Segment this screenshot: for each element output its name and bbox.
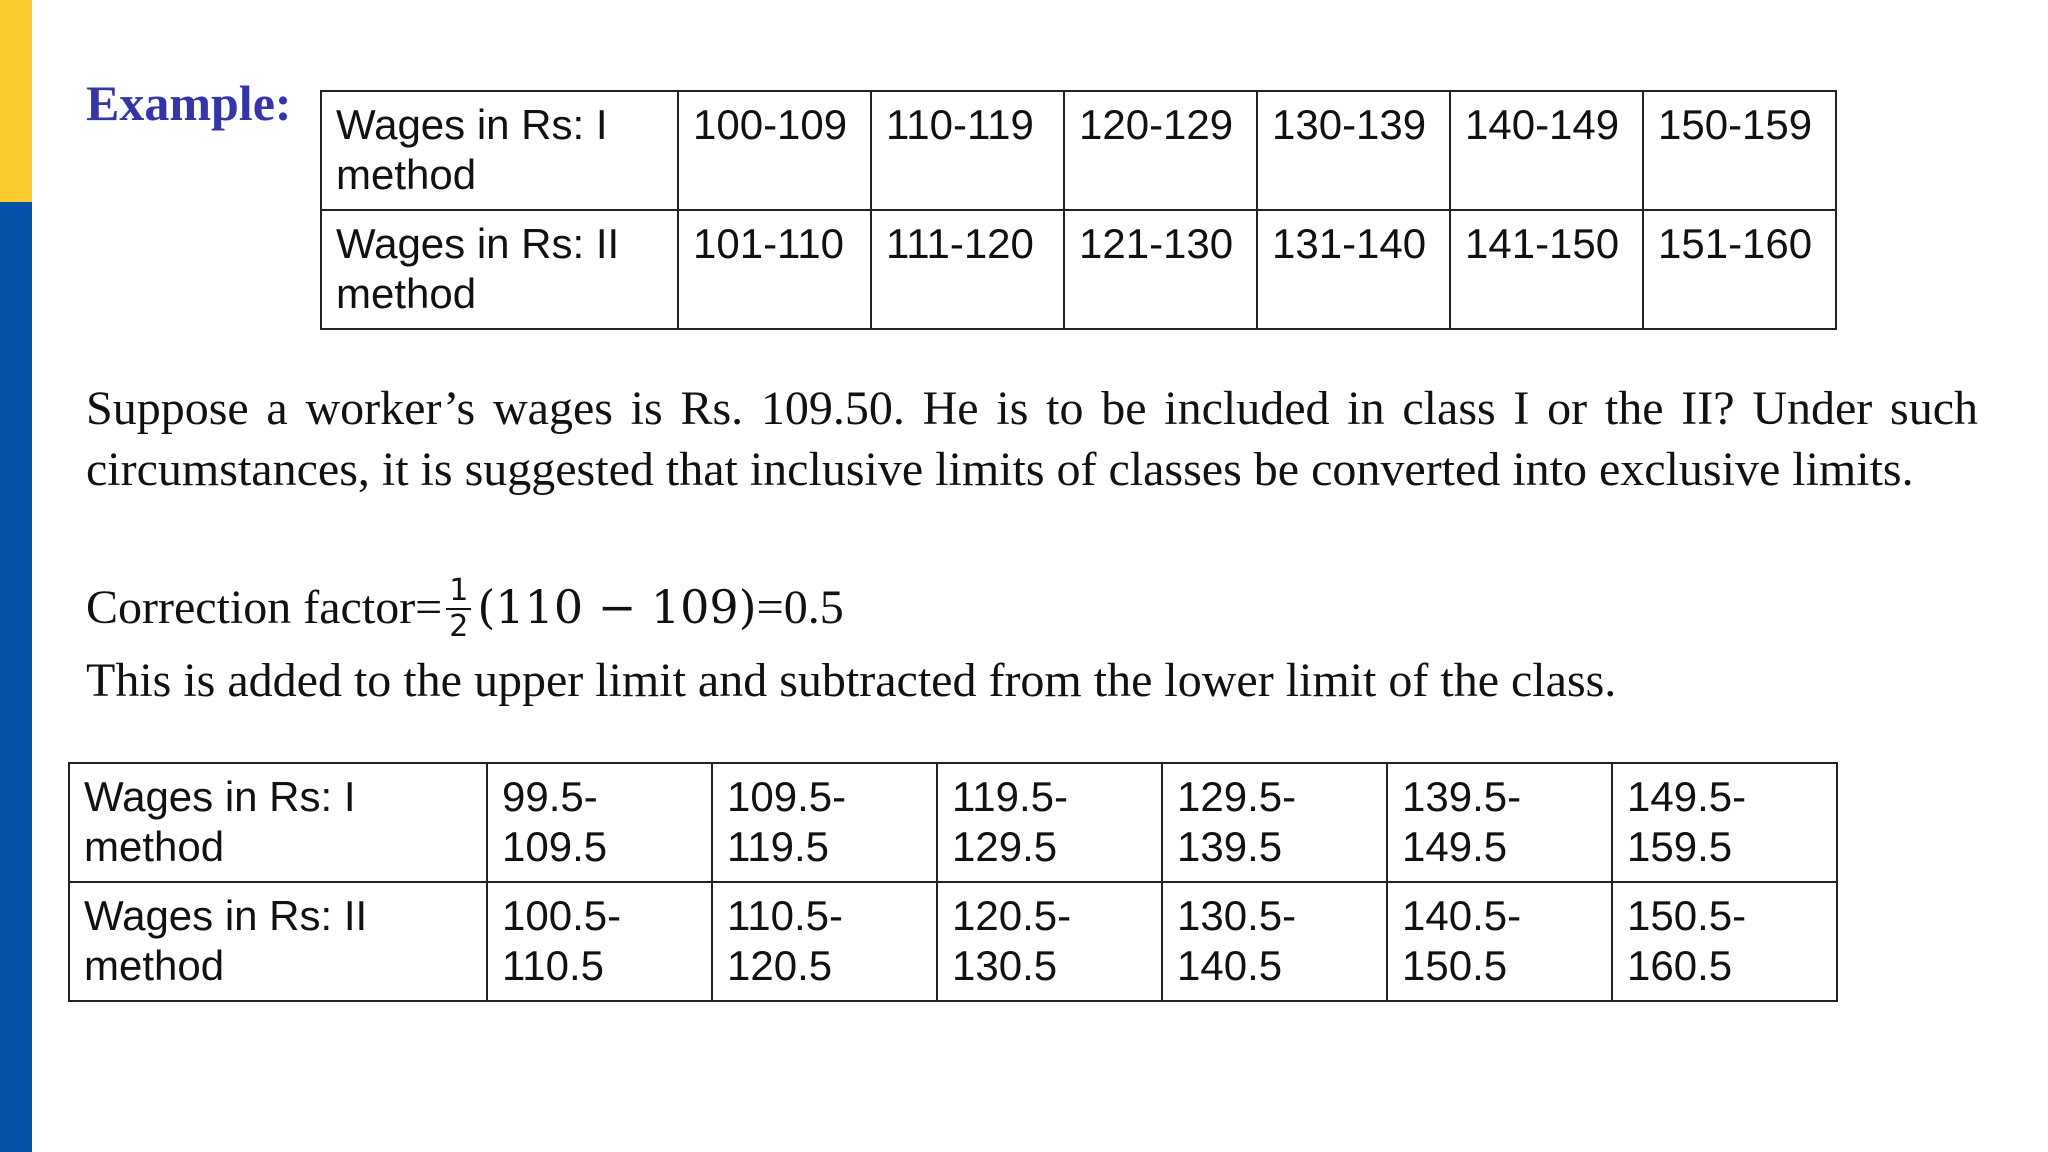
table-cell: 130-139: [1257, 91, 1450, 210]
row-label: [69, 763, 487, 882]
inclusive-wages-table: [320, 90, 1837, 330]
row-label: Wages in Rs: II method: [321, 210, 678, 329]
table-cell: 111-120: [871, 210, 1064, 329]
table-cell: 100.5- 110.5: [487, 882, 712, 1001]
row-label-line: Wages in Rs: I: [84, 773, 356, 820]
fraction-numerator: 1: [446, 574, 471, 610]
table-cell: 130.5- 140.5: [1162, 882, 1387, 1001]
table-cell: 150-159: [1643, 91, 1836, 210]
table-cell: 151-160: [1643, 210, 1836, 329]
table-cell: 140-149: [1450, 91, 1643, 210]
fraction: [446, 574, 471, 644]
formula-result: =0.5: [756, 580, 844, 634]
table-cell: 149.5- 159.5: [1612, 763, 1837, 882]
row-label: Wages in Rs: I method: [321, 91, 678, 210]
table-cell: 129.5- 139.5: [1162, 763, 1387, 882]
table-cell: 109.5- 119.5: [712, 763, 937, 882]
table-cell: 100-109: [678, 91, 871, 210]
table-cell: 120-129: [1064, 91, 1257, 210]
row-label-line: method: [84, 823, 225, 871]
correction-note: This is added to the upper limit and subtracted from the lower limit of the class.: [86, 654, 1617, 707]
table-cell: 120.5- 130.5: [937, 882, 1162, 1001]
correction-factor-formula: [86, 562, 844, 652]
table-cell: 119.5- 129.5: [937, 763, 1162, 882]
table-cell: 131-140: [1257, 210, 1450, 329]
table-cell: 121-130: [1064, 210, 1257, 329]
table-cell: 101-110: [678, 210, 871, 329]
explanation-paragraph: Suppose a worker’s wages is Rs. 109.50. He is to be included in class I or the II? Under such circumstances, it is suggested that inclusive limits of classes be converted into exclusive limits.: [86, 382, 1978, 496]
table-cell: 141-150: [1450, 210, 1643, 329]
fraction-denominator: 2: [449, 609, 469, 644]
exclusive-wages-table: [68, 762, 1838, 1002]
table-row: [69, 882, 1837, 1001]
table-row: [321, 91, 1836, 210]
accent-bar-yellow: [0, 0, 32, 202]
row-label: [69, 882, 487, 1001]
table-cell: 110.5- 120.5: [712, 882, 937, 1001]
formula-expression: (110 − 109): [477, 580, 757, 634]
accent-bar-blue: [0, 202, 32, 1152]
example-heading: Example:: [86, 75, 292, 131]
row-label-line: Wages in Rs: II: [84, 891, 368, 939]
table-cell: 99.5- 109.5: [487, 763, 712, 882]
table-cell: 139.5- 149.5: [1387, 763, 1612, 882]
table-cell: 140.5- 150.5: [1387, 882, 1612, 1001]
table-row: [69, 763, 1837, 882]
row-label-line: method: [84, 942, 225, 990]
formula-prefix: Correction factor=: [86, 580, 443, 634]
table-cell: 110-119: [871, 91, 1064, 210]
table-cell: 150.5- 160.5: [1612, 882, 1837, 1001]
table-row: [321, 210, 1836, 329]
